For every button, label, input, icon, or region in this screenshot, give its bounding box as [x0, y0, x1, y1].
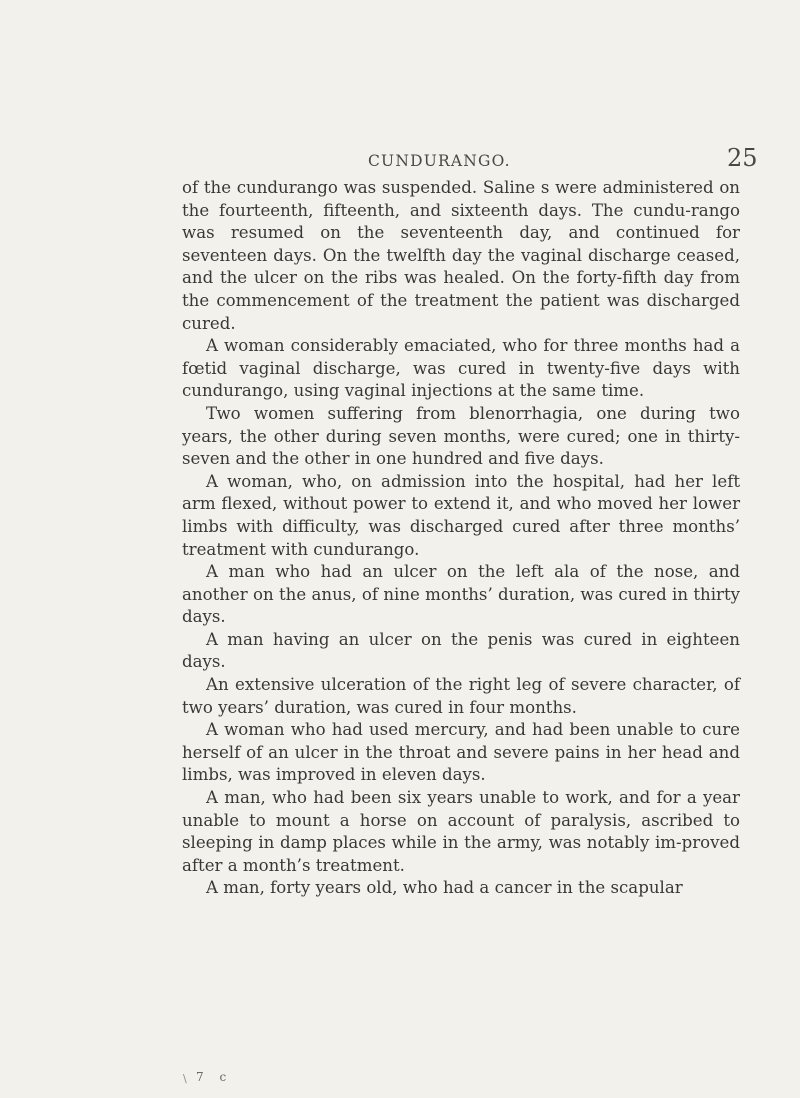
- paragraph: A woman who had used mercury, and had been unable to cure herself of an ulcer in the throat and severe pains in her head and limbs, was improved in eleven days.: [182, 720, 740, 785]
- paragraph: A man, who had been six years unable to work, and for a year unable to mount a horse on account of paralysis, ascribed to sleeping in damp places while in the army, was notably im-proved after a month’s treatment.: [182, 788, 740, 875]
- page-number: 25: [727, 144, 758, 172]
- paragraph: A man who had an ulcer on the left ala of the nose, and another on the anus, of nine months’ duration, was cured in thirty days.: [182, 562, 740, 627]
- paragraph: Two women suffering from blenorrhagia, one during two years, the other during seven months, were cured; one in thirty-seven and the other in one hundred and five days.: [182, 403, 740, 469]
- paragraph: A man, forty years old, who had a cancer in the scapular: [206, 878, 683, 898]
- margin-mark: \: [183, 1072, 187, 1085]
- signature-mark: 7 c: [196, 1070, 233, 1084]
- running-title: CUNDURANGO.: [368, 152, 511, 170]
- paragraph: An extensive ulceration of the right leg of severe character, of two years’ duration, was cured in four months.: [182, 675, 740, 717]
- body-text: [182, 177, 740, 900]
- paragraph: A woman considerably emaciated, who for three months had a fœtid vaginal discharge, was cured in twenty-five days with cundurango, using vaginal injections at the same time.: [182, 336, 740, 401]
- paragraph: of the cundurango was suspended. Saline s were administered on the fourteenth, fifteenth, and sixteenth days. The cundu-rango was resumed on the seventeenth day, and continued for seventeen days. On the twelfth day the vaginal discharge ceased, and the ulcer on the ribs was healed. On the forty-fifth day from the commencement of the treatment the patient was discharged cured.: [182, 178, 740, 333]
- paragraph: A man having an ulcer on the penis was cured in eighteen days.: [182, 629, 740, 672]
- paragraph: A woman, who, on admission into the hospital, had her left arm flexed, without power to extend it, and who moved her lower limbs with difficulty, was discharged cured after three months’ treatment with cundurango.: [182, 471, 740, 559]
